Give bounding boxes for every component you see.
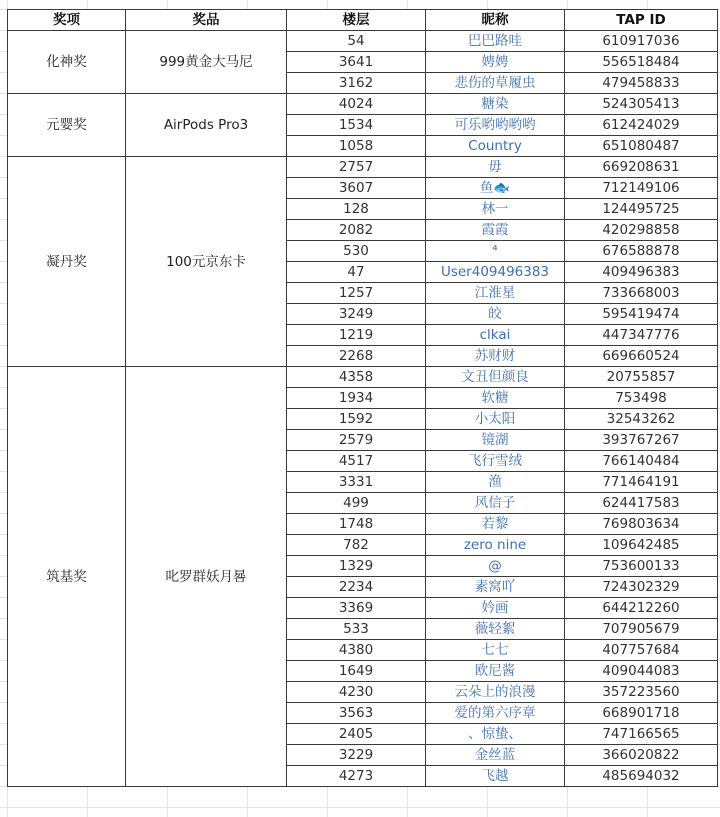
table-body bbox=[8, 31, 718, 787]
floor-cell[interactable]: 4358 bbox=[287, 367, 426, 388]
header-tap-id[interactable]: TAP ID bbox=[565, 10, 718, 31]
floor-cell[interactable]: 3331 bbox=[287, 472, 426, 493]
tap-id-cell[interactable]: 409496383 bbox=[565, 262, 718, 283]
floor-cell[interactable]: 2405 bbox=[287, 724, 426, 745]
nickname-cell[interactable]: 皎 bbox=[426, 304, 565, 325]
floor-cell[interactable]: 533 bbox=[287, 619, 426, 640]
floor-cell[interactable]: 3162 bbox=[287, 73, 426, 94]
tap-id-cell[interactable]: 357223560 bbox=[565, 682, 718, 703]
nickname-cell[interactable]: 飞越 bbox=[426, 766, 565, 787]
floor-cell[interactable]: 128 bbox=[287, 199, 426, 220]
table-row bbox=[8, 31, 718, 52]
floor-cell[interactable]: 2268 bbox=[287, 346, 426, 367]
tap-id-cell[interactable]: 612424029 bbox=[565, 115, 718, 136]
nickname-cell[interactable]: ⁴ bbox=[426, 241, 565, 262]
nickname-cell[interactable]: 巴巴路哇 bbox=[426, 31, 565, 52]
tap-id-cell[interactable]: 651080487 bbox=[565, 136, 718, 157]
tap-id-cell[interactable]: 753498 bbox=[565, 388, 718, 409]
nickname-cell[interactable]: 林一 bbox=[426, 199, 565, 220]
award-cell[interactable]: 元婴奖 bbox=[8, 94, 126, 157]
nickname-cell[interactable]: 小太阳 bbox=[426, 409, 565, 430]
floor-cell[interactable]: 1329 bbox=[287, 556, 426, 577]
award-cell[interactable]: 凝丹奖 bbox=[8, 157, 126, 367]
nickname-cell[interactable]: 霞霞 bbox=[426, 220, 565, 241]
nickname-cell[interactable]: 软糖 bbox=[426, 388, 565, 409]
floor-cell[interactable]: 1257 bbox=[287, 283, 426, 304]
header-award[interactable]: 奖项 bbox=[8, 10, 126, 31]
tap-id-cell[interactable]: 733668003 bbox=[565, 283, 718, 304]
tap-id-cell[interactable]: 20755857 bbox=[565, 367, 718, 388]
floor-cell[interactable]: 2579 bbox=[287, 430, 426, 451]
floor-cell[interactable]: 3641 bbox=[287, 52, 426, 73]
nickname-cell[interactable]: 七七 bbox=[426, 640, 565, 661]
nickname-cell[interactable]: 江淮星 bbox=[426, 283, 565, 304]
tap-id-cell[interactable]: 769803634 bbox=[565, 514, 718, 535]
tap-id-cell[interactable]: 409044083 bbox=[565, 661, 718, 682]
nickname-cell[interactable]: 素窝吖 bbox=[426, 577, 565, 598]
tap-id-cell[interactable]: 366020822 bbox=[565, 745, 718, 766]
tap-id-cell[interactable]: 124495725 bbox=[565, 199, 718, 220]
floor-cell[interactable]: 4230 bbox=[287, 682, 426, 703]
nickname-cell[interactable]: @ bbox=[426, 556, 565, 577]
nickname-cell[interactable]: 镜湖 bbox=[426, 430, 565, 451]
tap-id-cell[interactable]: 724302329 bbox=[565, 577, 718, 598]
tap-id-cell[interactable]: 610917036 bbox=[565, 31, 718, 52]
floor-cell[interactable]: 1748 bbox=[287, 514, 426, 535]
tap-id-cell[interactable]: 668901718 bbox=[565, 703, 718, 724]
nickname-cell[interactable]: 爱的第六序章 bbox=[426, 703, 565, 724]
tap-id-cell[interactable]: 676588878 bbox=[565, 241, 718, 262]
nickname-cell[interactable]: 风信子 bbox=[426, 493, 565, 514]
tap-id-cell[interactable]: 771464191 bbox=[565, 472, 718, 493]
award-cell[interactable]: 化神奖 bbox=[8, 31, 126, 94]
floor-cell[interactable]: 47 bbox=[287, 262, 426, 283]
floor-cell[interactable]: 4380 bbox=[287, 640, 426, 661]
tap-id-cell[interactable]: 420298858 bbox=[565, 220, 718, 241]
floor-cell[interactable]: 1219 bbox=[287, 325, 426, 346]
tap-id-cell[interactable]: 753600133 bbox=[565, 556, 718, 577]
tap-id-cell[interactable]: 624417583 bbox=[565, 493, 718, 514]
tap-id-cell[interactable]: 109642485 bbox=[565, 535, 718, 556]
table-row bbox=[8, 94, 718, 115]
floor-cell[interactable]: 3563 bbox=[287, 703, 426, 724]
header-floor[interactable]: 楼层 bbox=[287, 10, 426, 31]
floor-cell[interactable]: 4273 bbox=[287, 766, 426, 787]
floor-cell[interactable]: 1934 bbox=[287, 388, 426, 409]
tap-id-cell[interactable]: 447347776 bbox=[565, 325, 718, 346]
floor-cell[interactable]: 2082 bbox=[287, 220, 426, 241]
prize-cell[interactable]: 100元京东卡 bbox=[126, 157, 287, 367]
nickname-cell[interactable]: zero nine bbox=[426, 535, 565, 556]
nickname-cell[interactable]: 文丑但颜良 bbox=[426, 367, 565, 388]
floor-cell[interactable]: 3229 bbox=[287, 745, 426, 766]
nickname-cell[interactable]: 悲伤的草履虫 bbox=[426, 73, 565, 94]
nickname-cell[interactable]: Country bbox=[426, 136, 565, 157]
nickname-cell[interactable]: 云朵上的浪漫 bbox=[426, 682, 565, 703]
tap-id-cell[interactable]: 524305413 bbox=[565, 94, 718, 115]
floor-cell[interactable]: 1534 bbox=[287, 115, 426, 136]
tap-id-cell[interactable]: 712149106 bbox=[565, 178, 718, 199]
tap-id-cell[interactable]: 595419474 bbox=[565, 304, 718, 325]
floor-cell[interactable]: 3369 bbox=[287, 598, 426, 619]
nickname-cell[interactable]: 、惊蛰、 bbox=[426, 724, 565, 745]
floor-cell[interactable]: 2757 bbox=[287, 157, 426, 178]
tap-id-cell[interactable]: 393767267 bbox=[565, 430, 718, 451]
nickname-cell[interactable]: clkai bbox=[426, 325, 565, 346]
tap-id-cell[interactable]: 707905679 bbox=[565, 619, 718, 640]
floor-cell[interactable]: 782 bbox=[287, 535, 426, 556]
winners-table bbox=[7, 9, 718, 787]
floor-cell[interactable]: 1649 bbox=[287, 661, 426, 682]
nickname-cell[interactable]: 糖染 bbox=[426, 94, 565, 115]
floor-cell[interactable]: 3249 bbox=[287, 304, 426, 325]
prize-cell[interactable]: AirPods Pro3 bbox=[126, 94, 287, 157]
nickname-cell[interactable]: 鱼🐟 bbox=[426, 178, 565, 199]
nickname-cell[interactable]: 若黎 bbox=[426, 514, 565, 535]
prize-cell[interactable]: 叱罗群妖月晷 bbox=[126, 367, 287, 787]
tap-id-cell[interactable]: 669660524 bbox=[565, 346, 718, 367]
tap-id-cell[interactable]: 32543262 bbox=[565, 409, 718, 430]
nickname-cell[interactable]: 可乐哟哟哟哟 bbox=[426, 115, 565, 136]
floor-cell[interactable]: 530 bbox=[287, 241, 426, 262]
nickname-cell[interactable]: 妗画 bbox=[426, 598, 565, 619]
floor-cell[interactable]: 2234 bbox=[287, 577, 426, 598]
tap-id-cell[interactable]: 766140484 bbox=[565, 451, 718, 472]
award-cell[interactable]: 筑基奖 bbox=[8, 367, 126, 787]
floor-cell[interactable]: 4024 bbox=[287, 94, 426, 115]
tap-id-cell[interactable]: 556518484 bbox=[565, 52, 718, 73]
floor-cell[interactable]: 1058 bbox=[287, 136, 426, 157]
nickname-cell[interactable]: 渔 bbox=[426, 472, 565, 493]
table-row bbox=[8, 157, 718, 178]
floor-cell[interactable]: 1592 bbox=[287, 409, 426, 430]
tap-id-cell[interactable]: 485694032 bbox=[565, 766, 718, 787]
nickname-cell[interactable]: 毋 bbox=[426, 157, 565, 178]
nickname-cell[interactable]: 金丝蓝 bbox=[426, 745, 565, 766]
floor-cell[interactable]: 54 bbox=[287, 31, 426, 52]
table-row bbox=[8, 367, 718, 388]
floor-cell[interactable]: 4517 bbox=[287, 451, 426, 472]
nickname-cell[interactable]: 欧尼酱 bbox=[426, 661, 565, 682]
nickname-cell[interactable]: 薇轻絮 bbox=[426, 619, 565, 640]
tap-id-cell[interactable]: 407757684 bbox=[565, 640, 718, 661]
nickname-cell[interactable]: 飞行雪绒 bbox=[426, 451, 565, 472]
floor-cell[interactable]: 3607 bbox=[287, 178, 426, 199]
header-prize[interactable]: 奖品 bbox=[126, 10, 287, 31]
nickname-cell[interactable]: 苏财财 bbox=[426, 346, 565, 367]
nickname-cell[interactable]: 娉娉 bbox=[426, 52, 565, 73]
header-row bbox=[8, 10, 718, 31]
tap-id-cell[interactable]: 644212260 bbox=[565, 598, 718, 619]
floor-cell[interactable]: 499 bbox=[287, 493, 426, 514]
nickname-cell[interactable]: User409496383 bbox=[426, 262, 565, 283]
prize-cell[interactable]: 999黄金大马尼 bbox=[126, 31, 287, 94]
tap-id-cell[interactable]: 669208631 bbox=[565, 157, 718, 178]
tap-id-cell[interactable]: 479458833 bbox=[565, 73, 718, 94]
tap-id-cell[interactable]: 747166565 bbox=[565, 724, 718, 745]
header-nickname[interactable]: 昵称 bbox=[426, 10, 565, 31]
